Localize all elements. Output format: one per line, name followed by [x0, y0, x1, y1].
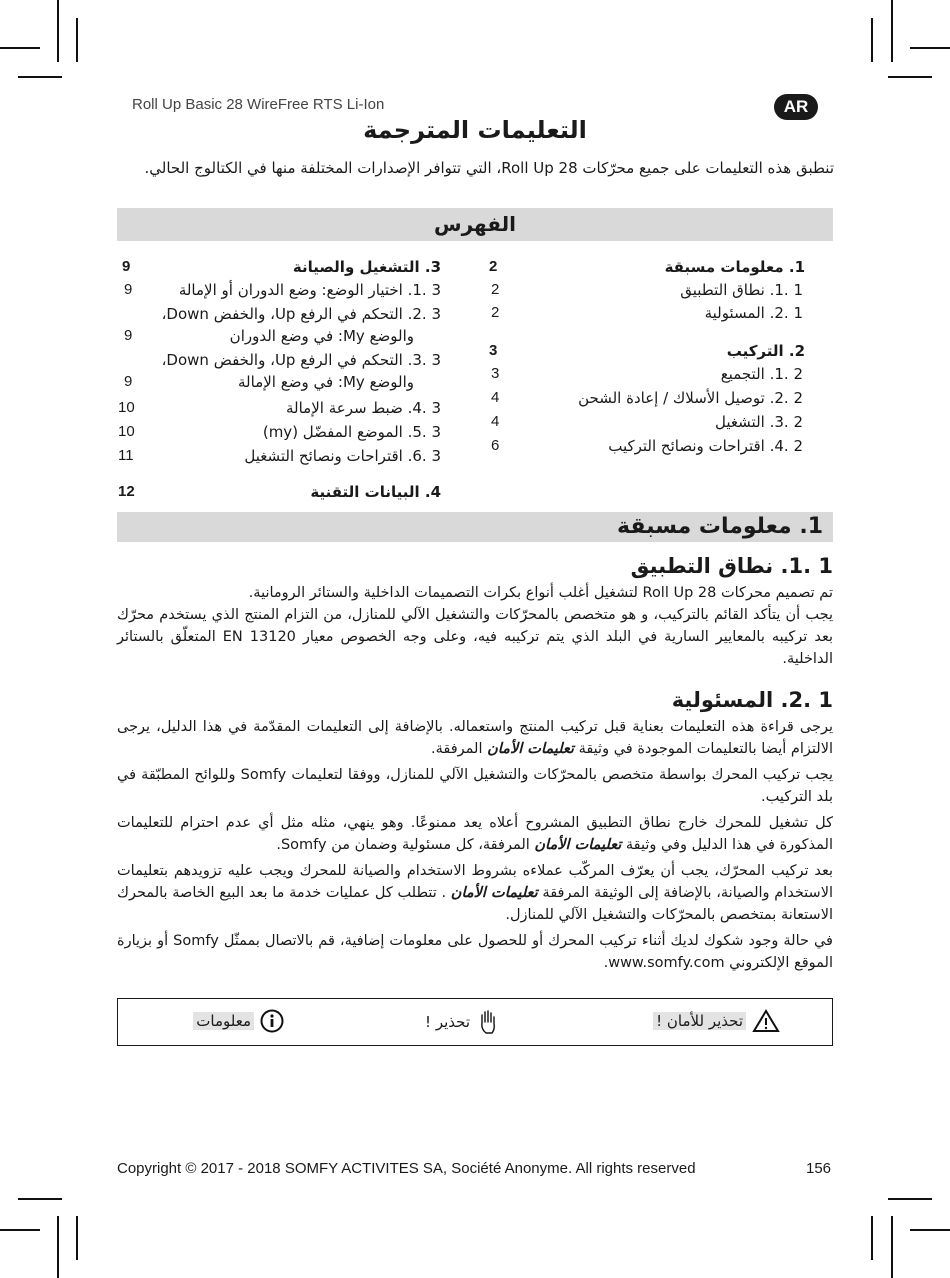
crop-mark	[18, 1198, 62, 1200]
emphasis: تعليمات الأمان	[534, 837, 622, 853]
toc-entry: 4. البيانات التقنية	[310, 483, 441, 501]
toc-page: 2	[491, 281, 500, 298]
paragraph-text	[117, 812, 833, 856]
toc-entry: 3 .6. اقتراحات ونصائح التشغيل	[244, 447, 441, 465]
legend-label: تحذير للأمان !	[653, 1012, 746, 1030]
crop-mark	[871, 18, 873, 62]
emphasis: تعليمات الأمان	[487, 741, 574, 757]
text-run: . تتطلب كل عمليات خدمة ما بعد البيع الخاصة بالمحرك الاستعانة بمتخصص بالمحرّكات والتشغيل الآلي للمنازل.	[117, 885, 833, 923]
toc-entry: 2 .3. التشغيل	[715, 413, 803, 431]
paragraph-text: تم تصميم محركات Roll Up 28 لتشغيل أغلب أنواع بكرات التصميمات الداخلية والستائر الرومانية.	[248, 585, 833, 601]
toc-entry: 1 .2. المسئولية	[704, 304, 803, 322]
toc-page: 9	[124, 327, 133, 344]
page-title: التعليمات المترجمة	[363, 116, 587, 144]
hand-icon	[476, 1009, 500, 1035]
crop-mark	[888, 76, 932, 78]
crop-mark	[891, 0, 893, 62]
toc-entry: 3 .2. التحكم في الرفع Up، والخفض Down،	[161, 305, 441, 323]
warning-triangle-icon	[752, 1009, 780, 1033]
text-run: كل تشغيل للمحرك خارج نطاق التطبيق المشروح أعلاه يعد ممنوعًا. وهو ينهي، مثله مثل أي عدم احترام للتعليمات المذكورة في هذا الدليل وفي وثيقة	[117, 815, 833, 853]
language-badge: AR	[774, 94, 818, 120]
legend-label: تحذير !	[425, 1013, 470, 1031]
crop-mark	[0, 1229, 40, 1231]
toc-page: 2	[489, 258, 498, 275]
toc-entry: 3. التشغيل والصيانة	[292, 258, 441, 276]
toc-entry-cont: والوضع My: في وضع الدوران	[229, 327, 414, 345]
crop-mark	[76, 18, 78, 62]
info-circle-icon	[260, 1009, 284, 1033]
toc-page: 3	[489, 342, 498, 359]
crop-mark	[910, 47, 950, 49]
toc-entry: 3 .1. اختيار الوضع: وضع الدوران أو الإمالة	[178, 281, 441, 299]
toc-entry: 3 .3. التحكم في الرفع Up، والخفض Down،	[161, 351, 441, 369]
toc-page: 3	[491, 365, 500, 382]
paragraph-text: في حالة وجود شكوك لديك أثناء تركيب المحرك أو للحصول على معلومات إضافية، قم بالاتصال بممثّل Somfy أو بزيارة الموقع الإلكتروني www.somfy.com.	[117, 933, 833, 971]
crop-mark	[871, 1216, 873, 1260]
text-run: بعد تركيب المحرّك، يجب أن يعرّف المركّب عملاءه بشروط الاستخدام والصيانة للمحرك ويجب عليه تزويدهم بتعليمات الاستخدام والصيانة، بالإضافة إلى الوثيقة المرفقة	[117, 863, 834, 901]
toc-entry: 2 .2. توصيل الأسلاك / إعادة الشحن	[578, 389, 803, 407]
legend-box	[117, 998, 833, 1046]
crop-mark	[76, 1216, 78, 1260]
toc-page: 12	[118, 483, 135, 500]
copyright: Copyright © 2017 - 2018 SOMFY ACTIVITES SA, Société Anonyme. All rights reserved	[117, 1160, 696, 1177]
toc-entry: 1. معلومات مسبقة	[664, 258, 805, 276]
crop-mark	[910, 1229, 950, 1231]
subsection-title: 1 .2. المسئولية	[671, 688, 833, 712]
toc-entry: 2 .1. التجميع	[720, 365, 803, 383]
toc-entry: 3 .5. الموضع المفضّل (my)	[262, 423, 441, 441]
text-run: يرجى قراءة هذه التعليمات بعناية قبل تركيب المنتج واستعماله. بالإضافة إلى التعليمات المقدّمة في هذا الدليل، يرجى الالتزام أيضا بالتعليمات الموجودة في وثيقة	[117, 719, 833, 757]
emphasis: تعليمات الأمان	[450, 885, 538, 901]
text-run: المرفقة.	[431, 741, 483, 757]
page-number: 156	[806, 1160, 832, 1177]
paragraph	[117, 716, 833, 974]
toc-title: الفهرس	[117, 208, 833, 241]
toc-page: 11	[118, 447, 134, 464]
toc-entry: 2 .4. اقتراحات ونصائح التركيب	[608, 437, 803, 455]
toc-page: 6	[491, 437, 500, 454]
toc-page: 4	[491, 389, 500, 406]
toc-page: 4	[491, 413, 500, 430]
legend-warning	[425, 1009, 500, 1035]
paragraph-text: يجب أن يتأكد القائم بالتركيب، و هو متخصص بالمحرّكات والتشغيل الآلي للمنازل، من التزام المنتج الذي يستخدم محرّك بعد تركيبه بالمعايير السارية في البلد الذي يتم تركيبه فيه، وعلى وجه الخصوص معيار EN 13120 المتعلّق بالستائر الداخلية.	[117, 607, 833, 667]
paragraph	[117, 582, 833, 670]
page-subtitle: تنطبق هذه التعليمات على جميع محرّكات Roll Up 28، التي تتوافر الإصدارات المختلفة منها في الكتالوج الحالي.	[144, 159, 834, 177]
subsection-title: 1 .1. نطاق التطبيق	[630, 554, 833, 578]
toc-page: 10	[118, 399, 135, 416]
toc-entry-cont: والوضع My: في وضع الإمالة	[238, 373, 414, 391]
crop-mark	[0, 47, 40, 49]
section-header	[117, 512, 833, 542]
crop-mark	[57, 0, 59, 62]
product-name: Roll Up Basic 28 WireFree RTS Li-Ion	[132, 96, 385, 113]
text-run: المرفقة، كل مسئولية وضمان من Somfy.	[276, 837, 530, 853]
paragraph-text	[117, 716, 833, 760]
legend-info	[193, 1009, 284, 1033]
toc-page: 2	[491, 304, 500, 321]
toc-page: 9	[124, 281, 133, 298]
crop-mark	[888, 1198, 932, 1200]
legend-label: معلومات	[193, 1012, 254, 1030]
crop-mark	[57, 1216, 59, 1278]
toc-entry: 2. التركيب	[726, 342, 805, 360]
crop-mark	[18, 76, 62, 78]
legend-safety	[653, 1009, 780, 1033]
crop-mark	[891, 1216, 893, 1278]
paragraph-text	[117, 860, 833, 926]
paragraph-text: يجب تركيب المحرك بواسطة متخصص بالمحرّكات والتشغيل الآلي للمنازل، ووفقا لتعليمات Somfy وللوائح المطبّقة في بلد التركيب.	[117, 767, 833, 805]
toc-entry: 1 .1. نطاق التطبيق	[680, 281, 803, 299]
toc-entry: 3 .4. ضبط سرعة الإمالة	[286, 399, 441, 417]
section-title: 1. معلومات مسبقة	[617, 514, 823, 539]
toc-page: 9	[124, 373, 133, 390]
toc-page: 10	[118, 423, 135, 440]
toc-page: 9	[122, 258, 131, 275]
